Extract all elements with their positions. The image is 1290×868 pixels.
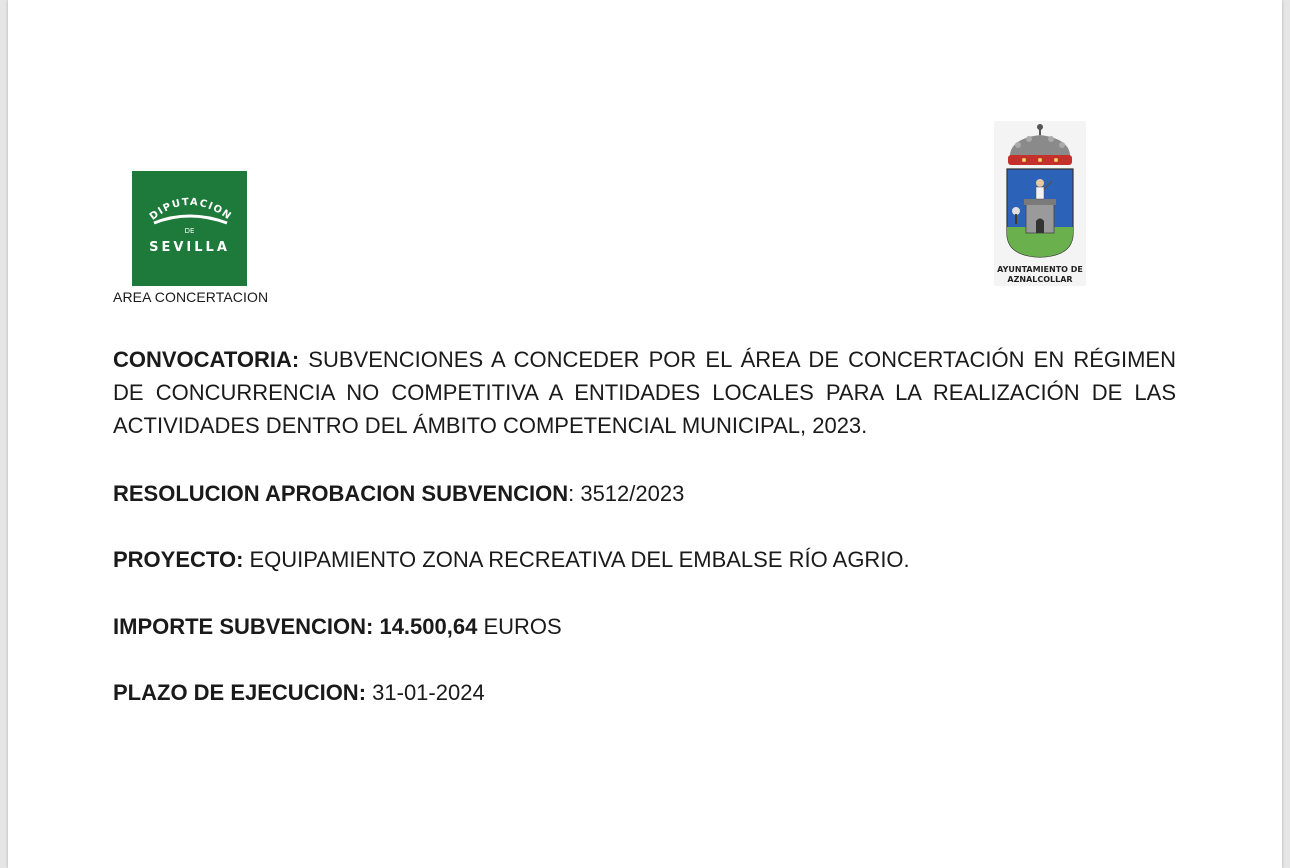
resolucion-paragraph bbox=[113, 477, 1176, 510]
document-page bbox=[8, 0, 1282, 868]
plazo-text: 31-01-2024 bbox=[366, 680, 485, 705]
logo-arc-text: DIPUTACION bbox=[147, 196, 234, 223]
proyecto-text: EQUIPAMIENTO ZONA RECREATIVA DEL EMBALSE RÍO AGRIO. bbox=[243, 547, 910, 572]
resolucion-text: : 3512/2023 bbox=[568, 481, 685, 506]
ayto-line2: AZNALCOLLAR bbox=[1007, 275, 1073, 284]
coat-of-arms-icon bbox=[994, 121, 1086, 286]
convocatoria-paragraph bbox=[113, 343, 1176, 442]
ayto-line1: AYUNTAMIENTO DE bbox=[997, 265, 1083, 274]
proyecto-label: PROYECTO: bbox=[113, 547, 244, 572]
plazo-paragraph bbox=[113, 676, 1176, 709]
crown-icon bbox=[1008, 124, 1072, 165]
shield-icon bbox=[1007, 169, 1073, 257]
logo-city-text: SEVILLA bbox=[149, 240, 230, 255]
importe-paragraph bbox=[113, 610, 1176, 643]
proyecto-paragraph bbox=[113, 543, 1176, 576]
diputacion-logo-graphic bbox=[132, 171, 247, 286]
svg-text:DIPUTACION bbox=[148, 197, 234, 223]
importe-label: IMPORTE SUBVENCION: 14.500,64 bbox=[113, 614, 478, 639]
ayuntamiento-logo bbox=[994, 121, 1086, 286]
resolucion-label: RESOLUCION APROBACION SUBVENCION bbox=[113, 481, 569, 506]
convocatoria-text: SUBVENCIONES A CONCEDER POR EL ÁREA DE CONCERTACIÓN EN RÉGIMEN DE CONCURRENCIA NO COMPETITIVA A ENTIDADES LOCALES PARA LA REALIZACIÓN DE LAS ACTIVIDADES DENTRO DEL ÁMBITO COMPETENCIAL MUNICIPAL, 2023. bbox=[113, 347, 1176, 438]
convocatoria-label: CONVOCATORIA: bbox=[113, 347, 300, 372]
logo-de-text: DE bbox=[184, 227, 195, 235]
importe-text: EUROS bbox=[477, 614, 562, 639]
plazo-label: PLAZO DE EJECUCION: bbox=[113, 680, 367, 705]
diputacion-sevilla-logo bbox=[132, 171, 247, 286]
area-label: AREA CONCERTACION bbox=[113, 289, 269, 305]
